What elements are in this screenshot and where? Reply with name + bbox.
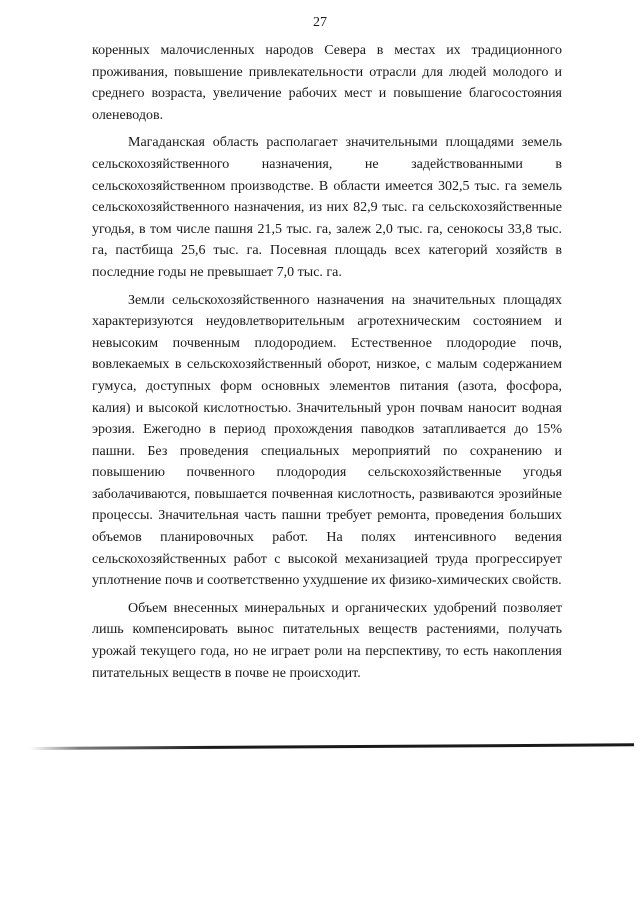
page-number: 27 — [313, 15, 327, 30]
paragraph-fertilizers: Объем внесенных минеральных и органических удобрений позволяет лишь компенсировать вынос питательных веществ растениями, получать урожай текущего года, но не играет роли на перспективу, то есть накопления питательных веществ в почве не происходит. — [92, 600, 562, 681]
paragraph-continued: коренных малочисленных народов Севера в местах их традиционного проживания, повышение привлекательности отрасли для людей молодого и среднего возраста, увеличение рабочих мест и повышение благосостояния оленеводов. — [92, 43, 562, 123]
document-body — [92, 40, 562, 684]
paragraph-land-resources: Магаданская область располагает значительными площадями земель сельскохозяйственного назначения, не задействованными в сельскохозяйственном производстве. В области имеется 302,5 тыс. га земель сельскохозяйственного назначения, из них 82,9 тыс. га сельскохозяйственные угодья, в том числе пашня 21,5 тыс. га, залеж 2,0 тыс. га, сенокосы 33,8 тыс. га, пастбища 25,6 тыс. га. Посевная площадь всех категорий хозяйств в последние годы не превышает 7,0 тыс. га. — [92, 135, 562, 280]
paragraph-soil-condition: Земли сельскохозяйственного назначения на значительных площадях характеризуются неудовлетворительным агротехническим состоянием и невысоким почвенным плодородием. Естественное плодородие почв, вовлекаемых в сельскохозяйственный оборот, низкое, с малым содержанием гумуса, доступных форм основных элементов питания (азота, фосфора, калия) и высокой кислотностью. Значительный урон почвам наносит водная эрозия. Ежегодно в период прохождения паводков затапливается до 15% пашни. Без проведения специальных мероприятий по сохранению и повышению почвенного плодородия сельскохозяйственные угодья заболачиваются, повышается почвенная кислотность, развиваются эрозийные процессы. Значительная часть пашни требует ремонта, проведения больших объемов планировочных работ. На полях интенсивного ведения сельскохозяйственных работ с высокой механизацией труда прогрессирует уплотнение почв и соответственно ухудшение их физико-химических свойств. — [92, 292, 562, 589]
scan-edge-line — [30, 743, 634, 750]
